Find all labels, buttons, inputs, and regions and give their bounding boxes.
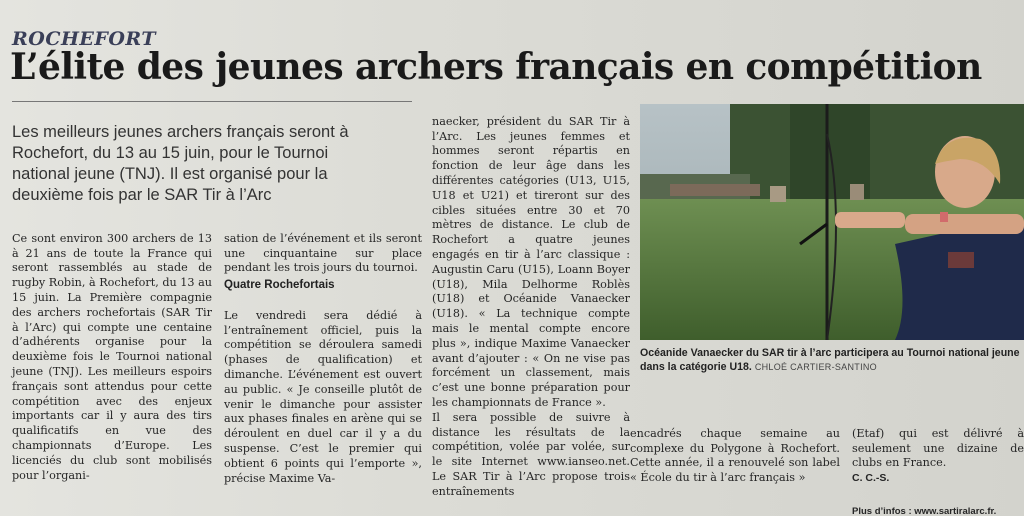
body-text: Le vendredi sera dédié à l’entraînement officiel, puis la compétition se déroulera samedi (phases de qualification) et dimanche. L’événement est ouvert au public. « Je conseille plutôt de venir le dimanche pour assister aux phases finales en arène qui se déroulent en duel car il y a du suspense. C’est le premier qui obtient 6 points qui l’emporte », précise Maxime Va- (224, 308, 422, 485)
photo-credit: CHLOÉ CARTIER-SANTINO (754, 362, 877, 372)
body-column-2 (224, 217, 422, 486)
more-info-link: Plus d’infos : www.sartiralarc.fr. (852, 505, 997, 516)
divider (12, 101, 412, 102)
section-label: ROCHEFORT (12, 28, 157, 50)
body-text: encadrés chaque semaine au complexe du Polygone à Rochefort. Cette année, il a renouvelé son label « École du tir à l’arc français » (630, 426, 840, 485)
body-text: sation de l’événement et ils seront une cinquantaine sur place pendant les trois jours du tournoi. (224, 231, 422, 275)
author-signature: C. C.-S. (852, 472, 890, 485)
photo-caption (640, 346, 1024, 374)
body-text: Il sera possible de suivre à distance les résultats de la compétition, volée par volée, sur le site Internet www.ianseo.net. Le SAR Tir à l’Arc propose trois entraînements (432, 410, 630, 498)
body-text: (Etaf) qui est délivré à seulement une dizaine de clubs en France. (852, 426, 1024, 470)
caption-text: Océanide Vanaecker du SAR tir à l’arc participera au Tournoi national jeune dans la catégorie U18. (640, 347, 1020, 373)
subheading: Quatre Rochefortais (224, 279, 335, 292)
headline: L’élite des jeunes archers français en compétition (10, 46, 982, 88)
archer-photo (640, 104, 1024, 340)
body-column-4 (630, 412, 840, 486)
photo-illustration (640, 104, 1024, 340)
lead-paragraph: Les meilleurs jeunes archers français seront à Rochefort, du 13 au 15 juin, pour le Tournoi national jeune (TNJ). Il est organisé pour la deuxième fois par le SAR Tir à l’Arc (12, 123, 349, 204)
body-column-3 (432, 100, 630, 514)
body-column-1 (12, 217, 212, 483)
body-text: naecker, président du SAR Tir à l’Arc. Les jeunes femmes et hommes seront répartis en fonction de leur âge dans les différentes catégories (U13, U15, U18 et U21) et tireront sur des cibles situées entre 30 et 70 mètres de distance. Le club de Rochefort a quatre jeunes engagés en tir à l’arc classique : Augustin Caru (U15), Loann Boyer (U18), Mila Delhorme Roblès (U18) et Océanide Vanaecker (U18). « La technique compte mais le mental compte encore plus », indique Maxime Vanaecker avant d’ajouter : « On ne vise pas forcément un classement, mais c’est une bonne préparation pour les championnats de France ». (432, 114, 630, 409)
body-column-5 (852, 412, 1024, 516)
body-text: Ce sont environ 300 archers de 13 à 21 ans de toute la France qui seront rassemblés au stade de rugby Robin, à Rochefort, du 13 au 15 juin. La Première compagnie des archers rochefortais (SAR Tir à l’Arc) qui compte une centaine d’adhérents organise pour la deuxième fois le Tournoi national jeune (TNJ). Les meilleurs espoirs français sont attendus pour cette compétition avec des enjeux importants car il y aura des tirs qualificatifs en vue des championnats d’Europe. Les licenciés du club sont mobilisés pour l’organi- (12, 231, 212, 482)
